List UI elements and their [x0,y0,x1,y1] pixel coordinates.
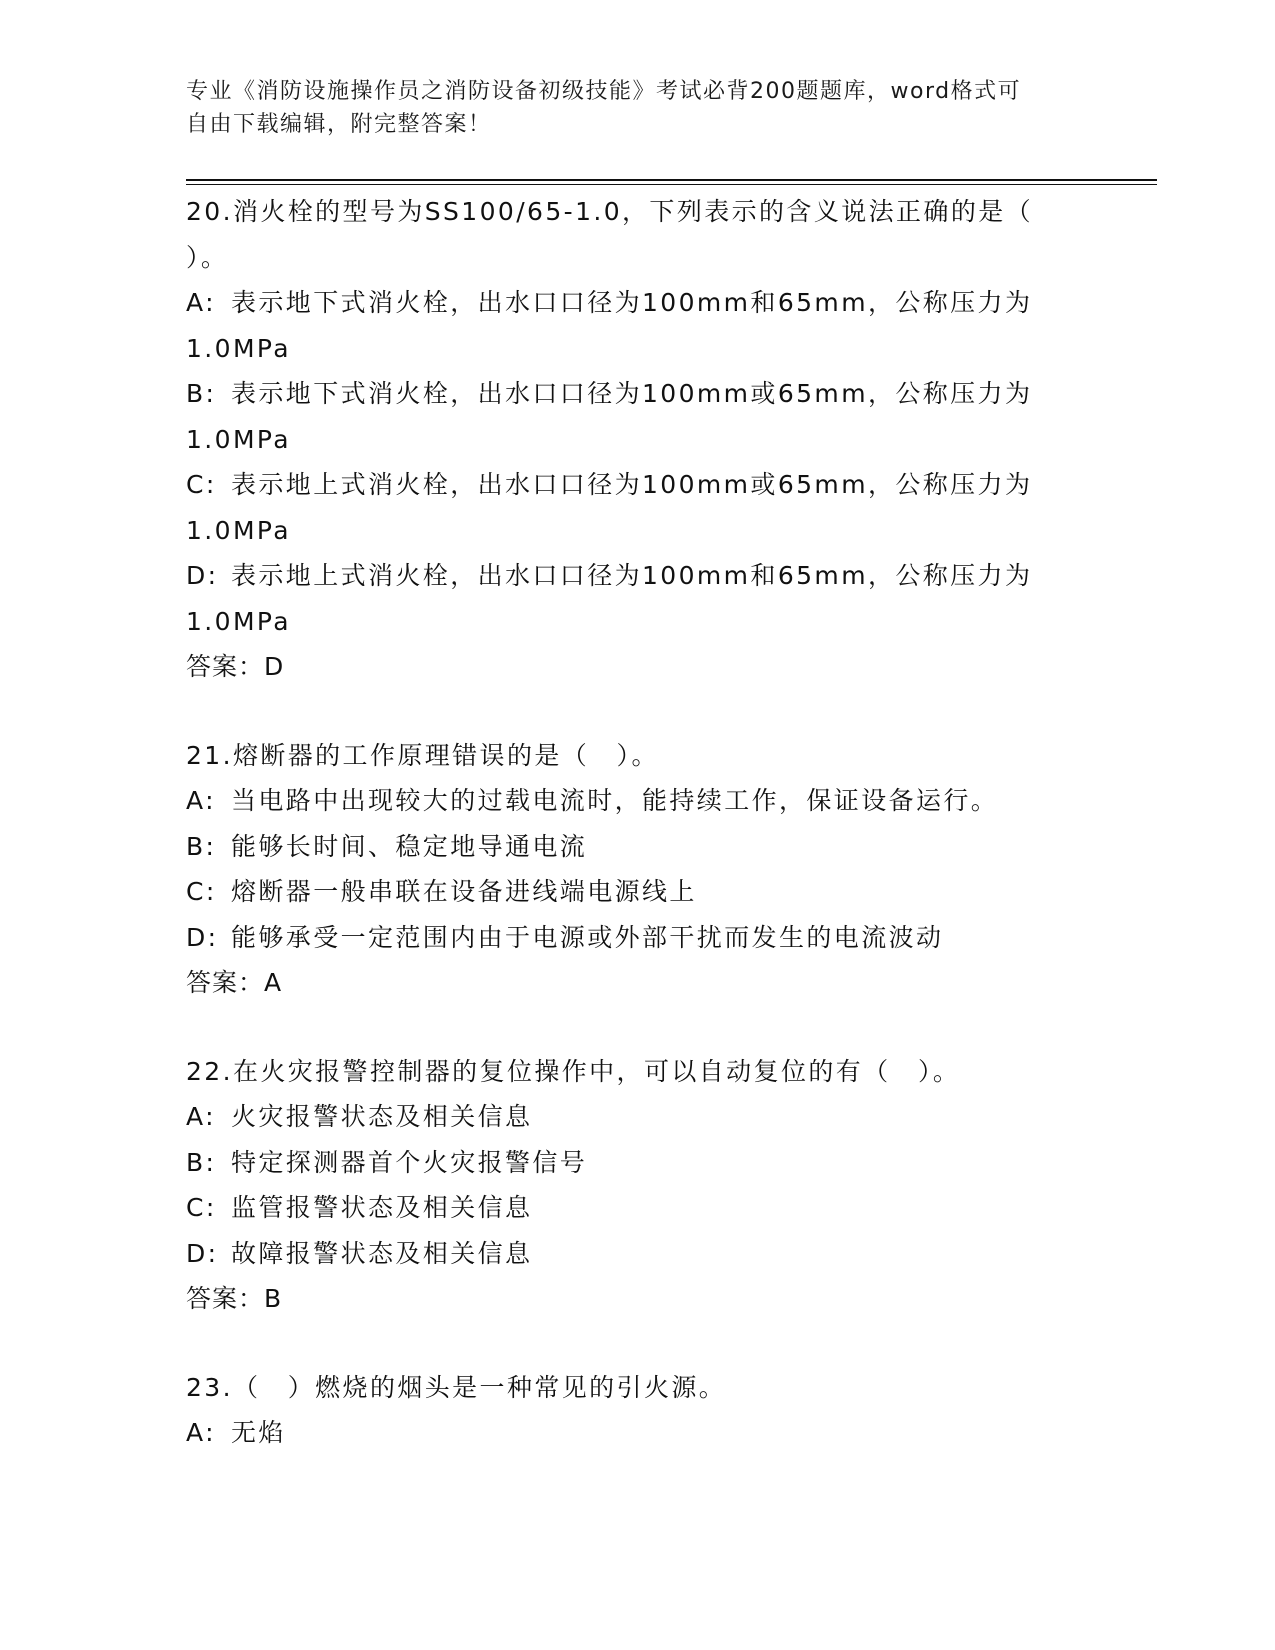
header-divider-thick [186,179,1157,181]
option-d [186,1231,1066,1277]
option-a [186,778,1066,824]
header-line-1: 专业《消防设施操作员之消防设备初级技能》考试必背200题题库，word格式可 [186,79,1022,104]
option-text: 特定探测器首个火灾报警信号 [231,1147,588,1177]
option-text: 火灾报警状态及相关信息 [231,1102,533,1131]
option-a-continued: 1.0MPa [186,333,292,363]
question-20 [186,189,1066,690]
option-text: 表示地下式消火栓，出水口口径为100mm和65mm，公称压力为 [231,288,1033,317]
option-letter: C: [186,877,217,906]
option-text: 能够承受一定范围内由于电源或外部干扰而发生的电流波动 [231,922,944,952]
option-b-continued: 1.0MPa [186,424,292,454]
option-c [186,462,1066,508]
answer-label: 答案：A [186,968,283,997]
option-c-continued: 1.0MPa [186,515,292,545]
option-c [186,1185,1066,1231]
option-letter: B: [186,379,217,408]
option-text: 监管报警状态及相关信息 [231,1193,533,1222]
question-22 [186,1049,1066,1322]
option-d [186,915,1066,961]
option-letter: A: [186,288,216,317]
question-stem: 21.熔断器的工作原理错误的是（ ）。 [186,740,659,770]
option-d [186,553,1066,599]
answer-label: 答案：B [186,1284,283,1313]
option-letter: B: [186,831,217,861]
option-letter: D: [186,922,219,952]
option-letter: A: [186,1418,216,1447]
question-23 [186,1365,1066,1456]
option-b [186,1140,1066,1186]
header-divider-thin [186,184,1157,185]
option-letter: C: [186,1193,217,1222]
option-letter: C: [186,470,217,499]
option-a [186,1410,1066,1456]
option-text: 能够长时间、稳定地导通电流 [231,831,588,861]
option-b [186,824,1066,870]
option-a [186,1094,1066,1140]
question-stem: 22.在火灾报警控制器的复位操作中，可以自动复位的有（ ）。 [186,1056,961,1086]
option-a [186,280,1066,326]
answer-label: 答案：D [186,652,285,681]
option-text: 故障报警状态及相关信息 [231,1238,533,1268]
option-letter: D: [186,561,219,590]
option-letter: A: [186,1102,216,1131]
option-b [186,371,1066,417]
option-text: 表示地上式消火栓，出水口口径为100mm或65mm，公称压力为 [231,470,1033,499]
question-21 [186,733,1066,1006]
header-line-2: 自由下载编辑，附完整答案！ [186,112,492,137]
option-text: 熔断器一般串联在设备进线端电源线上 [231,877,697,906]
option-letter: A: [186,786,216,815]
question-stem: 20.消火栓的型号为SS100/65-1.0，下列表示的含义说法正确的是（ [186,197,1034,226]
option-text: 无焰 [231,1418,286,1447]
option-text: 当电路中出现较大的过载电流时，能持续工作，保证设备运行。 [231,786,999,815]
question-list [186,189,1066,1456]
option-c [186,869,1066,915]
option-text: 表示地下式消火栓，出水口口径为100mm或65mm，公称压力为 [231,379,1033,408]
document-header [186,75,1066,141]
question-stem-continued: ）。 [186,242,229,272]
option-text: 表示地上式消火栓，出水口口径为100mm和65mm，公称压力为 [231,561,1033,590]
option-d-continued: 1.0MPa [186,606,292,636]
question-stem: 23.（ ）燃烧的烟头是一种常见的引火源。 [186,1372,727,1402]
option-letter: D: [186,1238,219,1268]
option-letter: B: [186,1147,217,1177]
